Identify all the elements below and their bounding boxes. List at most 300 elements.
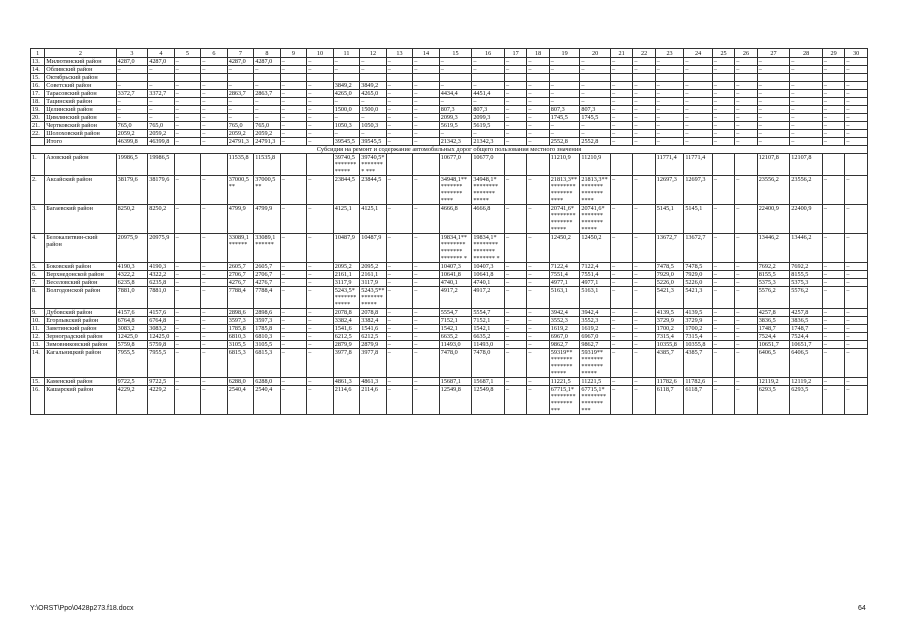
table-cell: – (549, 66, 580, 74)
table-cell: – (633, 309, 655, 317)
table-cell: – (413, 234, 440, 263)
table-cell (201, 154, 228, 176)
table-cell: – (439, 130, 472, 138)
table-cell: – (413, 66, 440, 74)
table-cell: – (386, 386, 413, 415)
table-cell (580, 74, 611, 82)
table-cell: 11535,8 (227, 154, 254, 176)
table-cell: – (712, 130, 734, 138)
table-cell: 1785,8 (227, 325, 254, 333)
table-row (31, 271, 868, 279)
table-cell: 12450,2 (580, 234, 611, 263)
table-cell: 3117,9 (360, 279, 387, 287)
table-cell: – (757, 114, 790, 122)
table-cell: – (757, 122, 790, 130)
table-cell: – (633, 58, 655, 66)
table-cell: 4434,4 (439, 90, 472, 98)
table-cell: – (735, 98, 757, 106)
district-name: Верхнедонской район (45, 271, 116, 279)
table-cell: – (174, 205, 201, 234)
table-cell: 3597,3 (254, 317, 281, 325)
table-cell: – (712, 378, 734, 386)
table-cell: 3382,4 (333, 317, 360, 325)
table-cell: – (504, 386, 526, 415)
table-cell: – (712, 309, 734, 317)
table-cell: – (633, 122, 655, 130)
table-cell: – (633, 82, 655, 90)
table-cell: 5243,5** ******* ***** (361, 287, 385, 308)
table-cell: – (386, 234, 413, 263)
table-cell: 19986,5 (116, 154, 148, 176)
table-cell: – (580, 82, 611, 90)
table-cell: – (174, 106, 201, 114)
table-cell: 3105,5 (254, 341, 281, 349)
table-cell: 1785,8 (254, 325, 281, 333)
table-cell: 765,0 (254, 122, 281, 130)
table-cell: – (655, 90, 684, 98)
table-cell: 12697,3 (655, 176, 684, 205)
table-cell: 5619,5 (472, 122, 505, 130)
table-cell: 2114,6 (360, 386, 387, 415)
table-cell: 7478,5 (684, 263, 713, 271)
table-cell: 2552,8 (549, 138, 580, 146)
table-cell: 21813,3** ******** ******* **** (549, 176, 580, 205)
row-number: 16. (31, 82, 45, 90)
table-cell: – (790, 98, 823, 106)
table-cell: – (280, 271, 307, 279)
table-cell: 6293,5 (757, 386, 790, 415)
table-cell: 4287,0 (227, 58, 254, 66)
table-cell: – (201, 386, 228, 415)
table-cell: – (174, 176, 201, 205)
table-cell: – (735, 317, 757, 325)
table-cell: – (307, 349, 334, 378)
table-cell: – (757, 98, 790, 106)
table-cell: – (757, 130, 790, 138)
table-cell: – (307, 287, 334, 309)
table-cell: – (822, 82, 844, 90)
table-cell: 10407,3 (472, 263, 505, 271)
table-cell: – (504, 66, 526, 74)
table-cell: – (472, 66, 505, 74)
table-cell: – (360, 98, 387, 106)
table-cell: 4287,0 (148, 58, 175, 66)
table-cell: 5759,8 (148, 341, 175, 349)
table-cell: 12107,8 (757, 154, 790, 176)
table-cell (549, 74, 580, 82)
table-cell: – (845, 386, 868, 415)
table-row (31, 325, 868, 333)
table-cell: 7478,5 (655, 263, 684, 271)
table-cell: – (822, 90, 844, 98)
column-header: 26 (735, 49, 757, 58)
table-cell: 6288,0 (227, 378, 254, 386)
table-cell: – (684, 66, 713, 74)
table-cell (822, 74, 844, 82)
table-cell: 3942,4 (580, 309, 611, 317)
row-number: 14. (31, 66, 45, 74)
table-cell: 9862,7 (549, 341, 580, 349)
table-cell: – (757, 82, 790, 90)
district-name: Багаевский район (45, 205, 116, 234)
table-cell: – (735, 271, 757, 279)
district-name: Цимлянский район (45, 114, 116, 122)
table-cell: – (504, 325, 526, 333)
table-cell: – (527, 98, 549, 106)
table-cell: – (822, 138, 844, 146)
table-cell: 11493,0 (439, 341, 472, 349)
table-cell: – (307, 114, 334, 122)
column-header: 13 (386, 49, 413, 58)
table-cell: 7122,4 (549, 263, 580, 271)
table-cell (845, 154, 868, 176)
table-row (31, 106, 868, 114)
table-cell: 6967,0 (549, 333, 580, 341)
table-cell: – (735, 82, 757, 90)
table-cell: – (413, 325, 440, 333)
table-cell: – (386, 82, 413, 90)
table-cell: 4740,1 (439, 279, 472, 287)
table-cell: – (201, 317, 228, 325)
table-cell: – (307, 90, 334, 98)
table-cell: 12119,2 (790, 378, 823, 386)
table-cell: – (655, 138, 684, 146)
table-cell (633, 74, 655, 82)
table-cell: – (280, 90, 307, 98)
table-cell: – (386, 279, 413, 287)
table-cell: – (549, 98, 580, 106)
table-cell: – (610, 341, 632, 349)
table-cell: – (822, 325, 844, 333)
table-cell: – (386, 349, 413, 378)
table-cell: – (280, 325, 307, 333)
column-header: 30 (845, 49, 868, 58)
table-cell: – (610, 106, 632, 114)
table-cell: – (307, 271, 334, 279)
table-cell: – (845, 341, 868, 349)
table-cell: 10651,7 (790, 341, 823, 349)
table-cell: – (504, 138, 526, 146)
table-cell: – (307, 130, 334, 138)
table-cell: 4861,3 (333, 378, 360, 386)
table-cell: – (845, 279, 868, 287)
table-cell: – (845, 309, 868, 317)
table-cell: 10407,3 (439, 263, 472, 271)
table-cell: – (307, 176, 334, 205)
table-cell: – (712, 82, 734, 90)
district-name: Целинский район (45, 106, 116, 114)
table-cell: 4229,2 (148, 386, 175, 415)
column-header: 7 (227, 49, 254, 58)
table-cell: – (757, 66, 790, 74)
table-cell: 20975,9 (116, 234, 148, 263)
table-cell: – (386, 130, 413, 138)
row-number: 5. (31, 263, 45, 271)
table-cell: – (610, 205, 632, 234)
table-cell: – (280, 317, 307, 325)
table-cell: 3836,5 (790, 317, 823, 325)
table-cell: – (504, 82, 526, 90)
district-name: Азовский район (45, 154, 116, 176)
table-cell: 4276,7 (227, 279, 254, 287)
table-row (31, 287, 868, 309)
table-cell: – (201, 263, 228, 271)
table-cell: – (386, 287, 413, 309)
table-cell: – (735, 279, 757, 287)
table-cell: 4190,3 (148, 263, 175, 271)
table-cell: 6764,8 (116, 317, 148, 325)
table-cell: 15687,1 (472, 378, 505, 386)
table-cell: – (845, 176, 868, 205)
table-cell: 67715,1* ******** ******* *** (580, 386, 611, 415)
table-cell: – (360, 58, 387, 66)
table-cell: – (527, 130, 549, 138)
table-cell: 2605,7 (227, 263, 254, 271)
table-cell: – (549, 130, 580, 138)
table-cell (822, 154, 844, 176)
table-cell: – (386, 114, 413, 122)
table-cell (655, 74, 684, 82)
footer-file-path: Y:\ORST\Ppo\0428p273.f18.docx (30, 605, 134, 612)
table-cell: – (633, 90, 655, 98)
table-cell: – (735, 263, 757, 271)
table-cell: – (280, 114, 307, 122)
table-cell: 39740,5* ******** *** (361, 154, 385, 175)
column-header: 11 (333, 49, 360, 58)
table-cell: 7524,4 (757, 333, 790, 341)
table-cell: – (174, 58, 201, 66)
table-cell: – (174, 333, 201, 341)
table-cell: – (307, 234, 334, 263)
table-cell: 6815,3 (227, 349, 254, 378)
table-cell: 3083,2 (148, 325, 175, 333)
table-row (31, 122, 868, 130)
table-cell: – (333, 98, 360, 106)
table-cell: 7315,4 (684, 333, 713, 341)
table-cell: 2095,2 (333, 263, 360, 271)
table-cell: 3117,9 (333, 279, 360, 287)
table-cell: 33089,1 ****** (254, 234, 281, 263)
table-cell (280, 74, 307, 82)
table-cell: 13672,7 (684, 234, 713, 263)
table-cell (712, 154, 734, 176)
table-cell: – (504, 122, 526, 130)
table-cell: – (610, 122, 632, 130)
table-cell: 2898,6 (227, 309, 254, 317)
table-cell: – (735, 309, 757, 317)
table-cell: – (712, 98, 734, 106)
table-cell: – (757, 90, 790, 98)
table-cell: 5619,5 (439, 122, 472, 130)
table-cell: – (280, 333, 307, 341)
table-cell: 8250,2 (116, 205, 148, 234)
row-number: 12. (31, 333, 45, 341)
table-cell: 2863,7 (254, 90, 281, 98)
section-row (31, 146, 868, 154)
table-row (31, 90, 868, 98)
table-cell: 46399,8 (116, 138, 148, 146)
table-cell: 5145,1 (655, 205, 684, 234)
table-cell: – (822, 106, 844, 114)
table-cell: – (633, 106, 655, 114)
table-cell: – (712, 58, 734, 66)
table-cell: – (386, 378, 413, 386)
table-cell: – (822, 130, 844, 138)
table-cell: – (227, 66, 254, 74)
table-cell: – (280, 138, 307, 146)
table-cell: – (413, 341, 440, 349)
table-cell: 34948,1* ******** ******* ***** (472, 176, 505, 205)
table-row (31, 58, 868, 66)
table-cell: – (822, 386, 844, 415)
table-cell: 39740,5 ******* ***** (333, 154, 360, 176)
table-cell (254, 74, 281, 82)
table-cell: – (439, 82, 472, 90)
table-cell: – (735, 349, 757, 378)
district-name: Волгодонской район (45, 287, 116, 309)
table-cell: – (580, 130, 611, 138)
row-number: 2. (31, 176, 45, 205)
column-header: 12 (360, 49, 387, 58)
table-cell: – (633, 234, 655, 263)
table-cell: 2552,8 (580, 138, 611, 146)
table-cell: 12549,8 (472, 386, 505, 415)
table-cell: – (201, 271, 228, 279)
table-cell: – (174, 309, 201, 317)
district-name: Дубовский район (45, 309, 116, 317)
table-cell: – (790, 66, 823, 74)
table-cell: 4385,7 (655, 349, 684, 378)
table-cell: – (504, 114, 526, 122)
column-header: 24 (684, 49, 713, 58)
table-cell: – (712, 287, 734, 309)
district-name: Шолоховский район (45, 130, 116, 138)
table-cell: – (386, 271, 413, 279)
table-cell (684, 74, 713, 82)
table-cell: 3597,3 (227, 317, 254, 325)
table-cell: 4265,0 (360, 90, 387, 98)
table-cell: 12425,0 (148, 333, 175, 341)
table-cell: – (413, 271, 440, 279)
table-row (31, 309, 868, 317)
table-cell: – (845, 82, 868, 90)
table-cell: 4265,0 (333, 90, 360, 98)
budget-table (30, 48, 868, 415)
table-cell: – (307, 263, 334, 271)
table-cell: 6212,5 (333, 333, 360, 341)
table-cell: – (633, 333, 655, 341)
table-cell: – (633, 130, 655, 138)
table-cell: 6635,2 (472, 333, 505, 341)
table-cell: – (386, 98, 413, 106)
table-cell (472, 74, 505, 82)
table-cell: – (174, 98, 201, 106)
footer-page-number: 64 (858, 605, 866, 612)
table-row (31, 341, 868, 349)
table-cell: 5163,1 (549, 287, 580, 309)
table-cell: – (633, 66, 655, 74)
table-cell: – (610, 176, 632, 205)
table-cell: – (201, 130, 228, 138)
table-cell: 7152,1 (439, 317, 472, 325)
table-cell: 2078,8 (360, 309, 387, 317)
table-row (31, 234, 868, 263)
table-cell: – (527, 114, 549, 122)
table-row (31, 333, 868, 341)
table-cell: 4977,1 (580, 279, 611, 287)
district-name: Аксайский район (45, 176, 116, 205)
table-cell: 4917,2 (439, 287, 472, 309)
table-cell: – (386, 205, 413, 234)
table-cell: – (822, 309, 844, 317)
table-cell: – (201, 349, 228, 378)
table-cell: 23844,5 (360, 176, 387, 205)
table-cell: 8155,5 (757, 271, 790, 279)
table-cell: – (822, 122, 844, 130)
table-cell: – (633, 138, 655, 146)
table-cell: – (527, 106, 549, 114)
table-cell: 7881,0 (148, 287, 175, 309)
table-cell: 3552,3 (580, 317, 611, 325)
table-cell: – (201, 325, 228, 333)
table-cell: 2059,2 (254, 130, 281, 138)
table-cell: 6235,8 (148, 279, 175, 287)
table-cell: 6118,7 (655, 386, 684, 415)
table-row (31, 82, 868, 90)
table-cell: – (504, 205, 526, 234)
table-cell: 10651,7 (757, 341, 790, 349)
table-cell: – (307, 309, 334, 317)
table-cell: – (527, 386, 549, 415)
table-cell: – (280, 263, 307, 271)
table-cell: – (633, 263, 655, 271)
row-number: 18. (31, 98, 45, 106)
table-cell: – (712, 317, 734, 325)
table-cell: – (845, 234, 868, 263)
table-cell: 6235,8 (116, 279, 148, 287)
district-name: Веселовский район (45, 279, 116, 287)
table-cell: – (549, 122, 580, 130)
table-cell: 2078,8 (333, 309, 360, 317)
table-cell: 7122,4 (580, 263, 611, 271)
table-cell (504, 154, 526, 176)
table-cell: 10641,8 (472, 271, 505, 279)
table-cell: 46399,8 (148, 138, 175, 146)
table-cell: – (822, 378, 844, 386)
table-cell: – (610, 333, 632, 341)
table-cell: – (227, 106, 254, 114)
table-cell: 6764,8 (148, 317, 175, 325)
table-cell: – (307, 386, 334, 415)
table-cell: 6810,3 (254, 333, 281, 341)
district-name: Заветинский район (45, 325, 116, 333)
table-cell: 3382,4 (360, 317, 387, 325)
table-cell: – (504, 234, 526, 263)
row-number: 17. (31, 90, 45, 98)
table-cell: 7692,2 (757, 263, 790, 271)
table-cell: 7478,0 (472, 349, 505, 378)
table-cell (439, 74, 472, 82)
column-header: 20 (580, 49, 611, 58)
table-cell: 4157,6 (116, 309, 148, 317)
table-cell: 11221,5 (549, 378, 580, 386)
table-cell: – (413, 333, 440, 341)
table-cell: – (735, 114, 757, 122)
table-cell: 10641,8 (439, 271, 472, 279)
table-cell: 7478,0 (439, 349, 472, 378)
table-cell: – (413, 263, 440, 271)
table-cell: 3083,2 (116, 325, 148, 333)
